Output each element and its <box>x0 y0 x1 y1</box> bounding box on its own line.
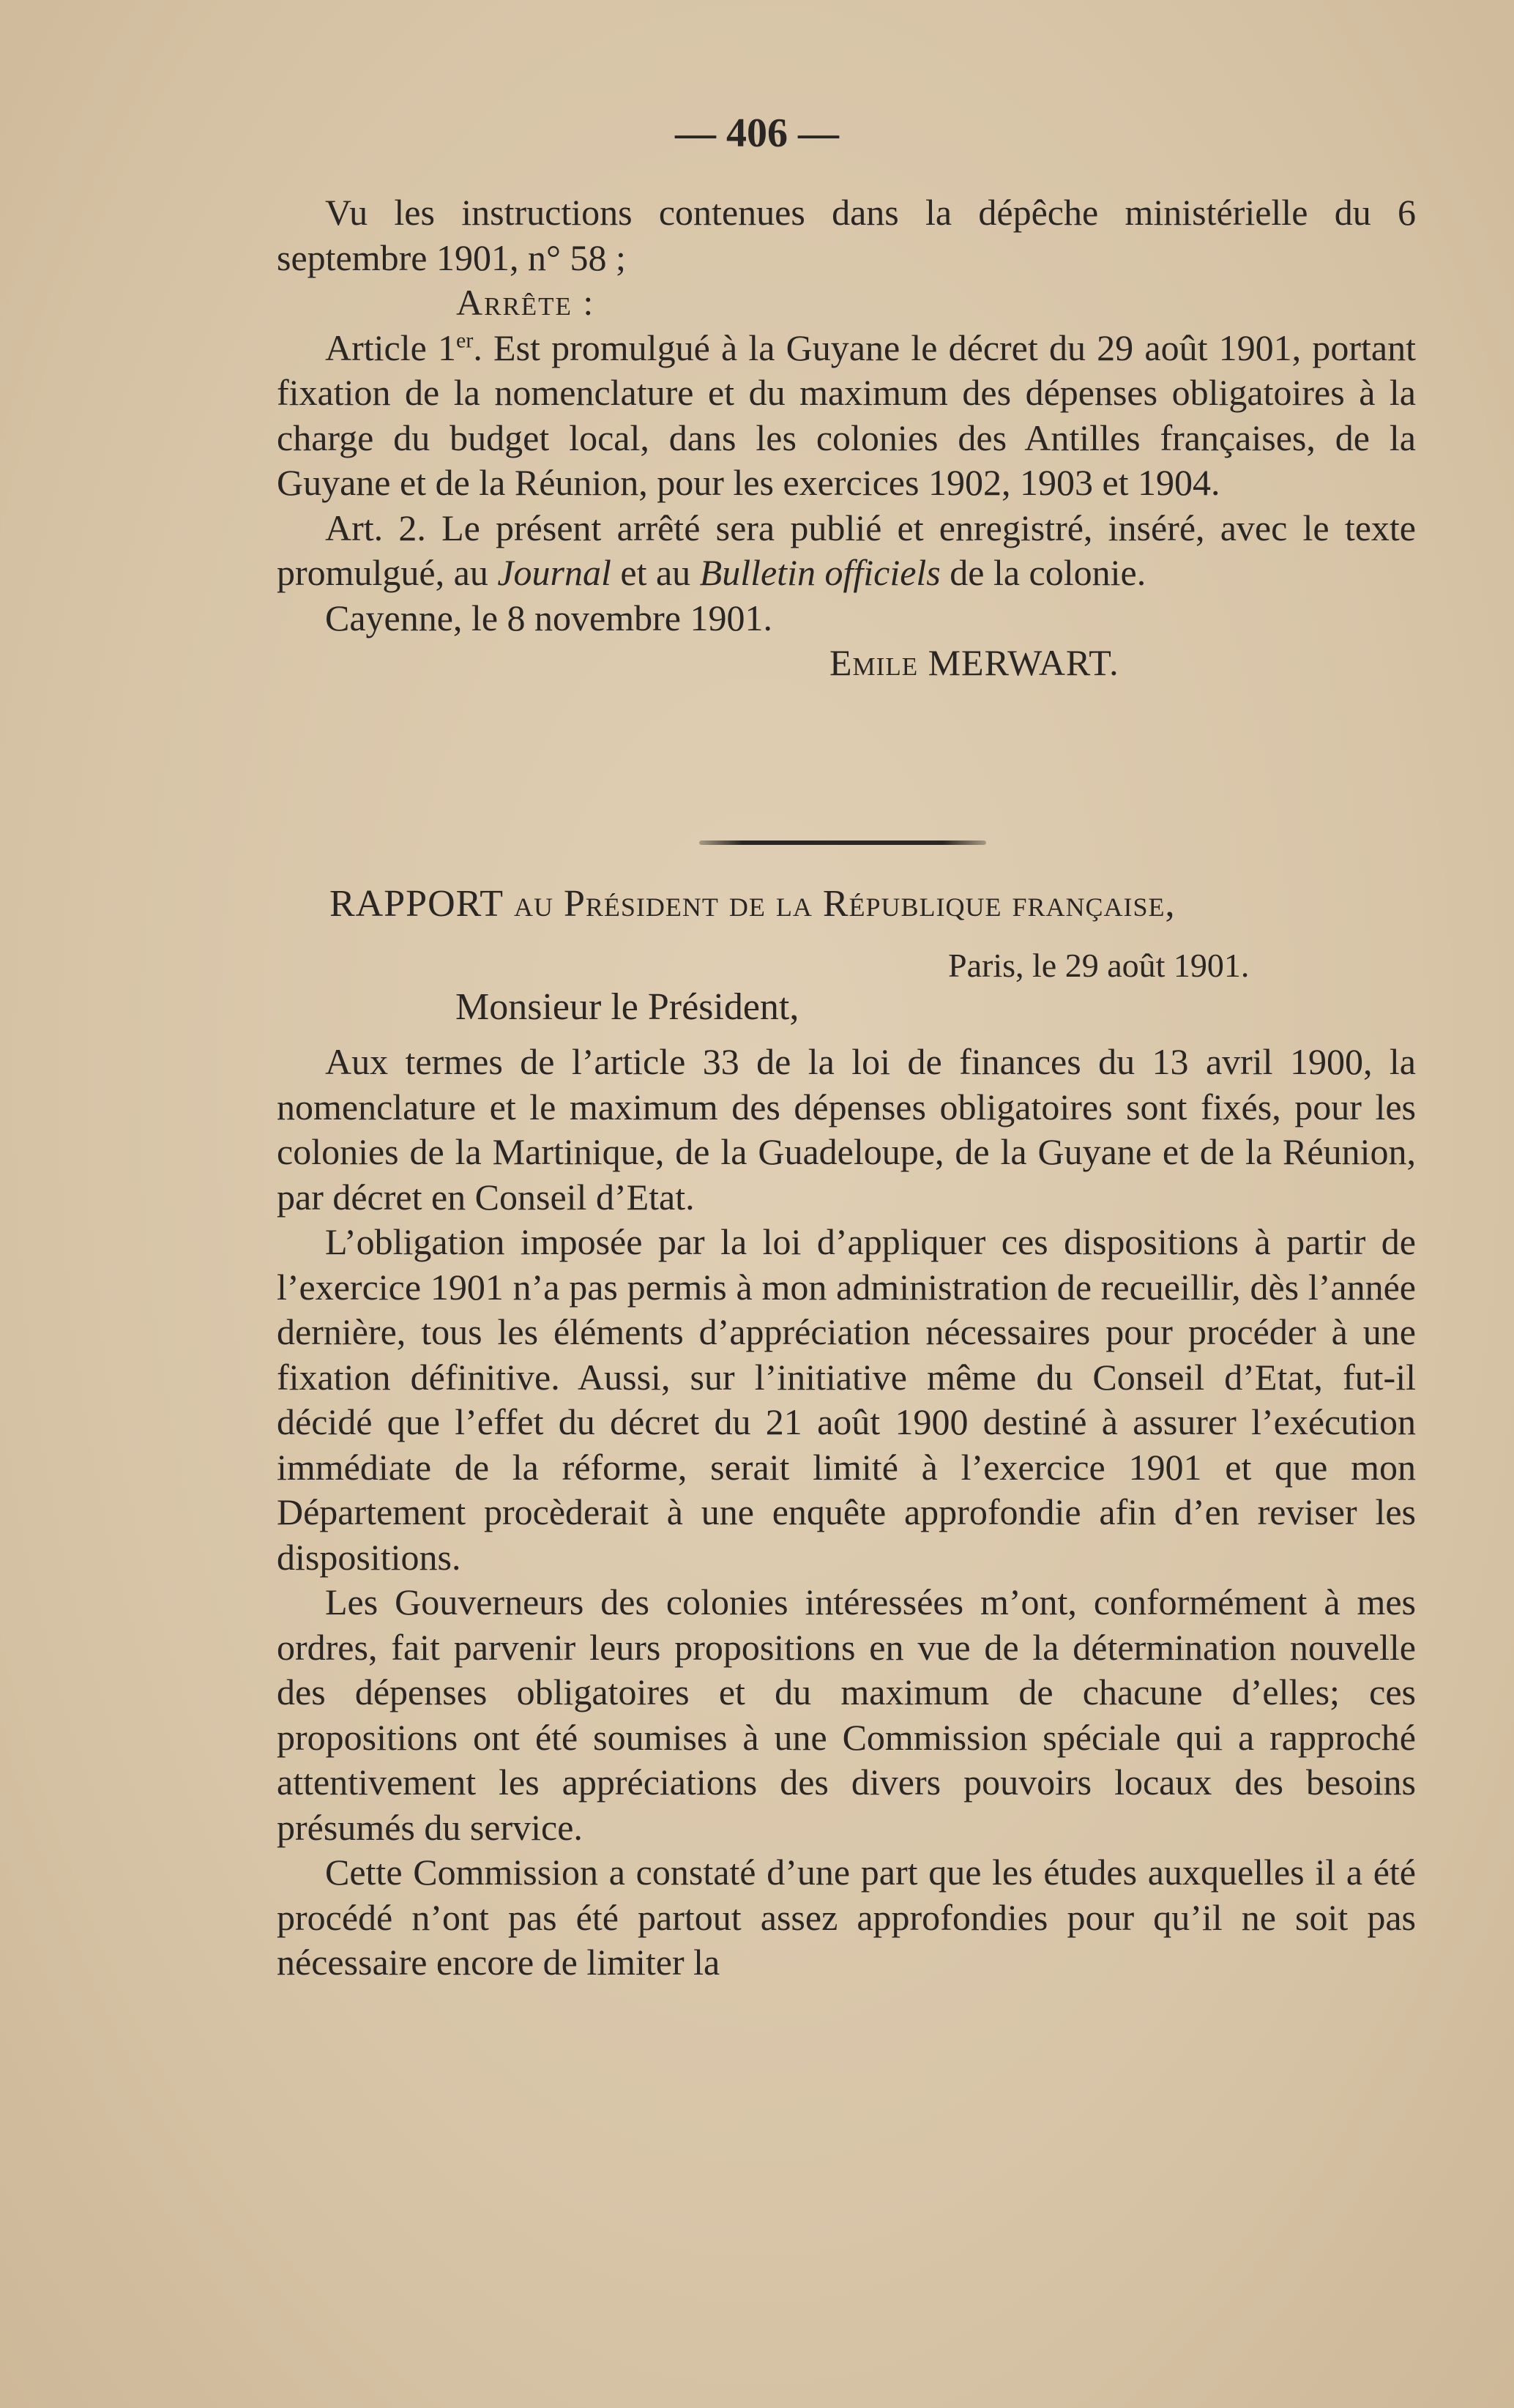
signature-last-name: MERWART. <box>928 642 1119 683</box>
vu-paragraph: Vu les instructions contenues dans la dépêche ministérielle du 6 septembre 1901, n° 58 ; <box>277 192 1416 278</box>
signature <box>277 641 1416 686</box>
article-1-text: . Est promulgué à la Guyane le décret du 29 août 1901, portant fixation de la nomenclature et du maximum des dépenses obligatoires à la charge du budget local, dans les colonies des Antilles françaises, de la Guyane et de la Réunion, pour les exercices 1902, 1903 et 1904. <box>277 327 1416 503</box>
article-1-superscript: er <box>456 327 474 352</box>
rapport-title-main: RAPPORT <box>329 883 504 925</box>
article-2-text-end: de la colonie. <box>940 552 1146 593</box>
article-2-text-middle: et au <box>611 552 700 593</box>
rapport-title <box>329 882 1442 925</box>
rapport-body <box>277 1040 1416 1986</box>
article-2-paragraph <box>277 506 1416 596</box>
rapport-dateline: Paris, le 29 août 1901. <box>948 947 1250 984</box>
arrete-heading: Arrête : <box>456 282 595 323</box>
rapport-paragraph: Cette Commission a constaté d’une part que les études auxquelles il a été procédé n’ont pas été partout assez approfondies pour qu’il ne soit pas nécessaire encore de limiter la <box>277 1852 1416 1983</box>
rapport-salutation: Monsieur le Président, <box>455 986 799 1028</box>
place-date-line: Cayenne, le 8 novembre 1901. <box>325 597 772 638</box>
signature-first-name: Emile <box>829 642 919 683</box>
article-1-paragraph <box>277 326 1416 506</box>
bulletin-title: Bulletin officiels <box>699 552 941 593</box>
article-1-lead: Article 1 <box>325 327 457 368</box>
section-divider-rule <box>699 840 986 845</box>
page-number: — 406 — <box>675 111 839 156</box>
decree-text-block <box>277 190 1416 686</box>
rapport-paragraph: L’obligation imposée par la loi d’appliquer ces dispositions à partir de l’exercice 1901 n’a pas permis à mon administration de recueillir, dès l’année dernière, tous les éléments d’appréciation nécessaires pour procéder à une fixation définitive. Aussi, sur l’initiative même du Conseil d’Etat, fut-il décidé que l’effet du décret du 21 août 1900 destiné à assurer l’exécution immédiate de la réforme, serait limité à l’exercice 1901 et que mon Département procèderait à une enquête approfondie afin d’en reviser les dispositions. <box>277 1221 1416 1578</box>
rapport-paragraph: Les Gouverneurs des colonies intéressées m’ont, conformément à mes ordres, fait parvenir leurs propositions en vue de la détermination nouvelle des dépenses obligatoires et du maximum de chacune d’elles; ces propositions ont été soumises à une Commission spéciale qui a rapproché attentivement les appréciations des divers pouvoirs locaux des besoins présumés du service. <box>277 1581 1416 1848</box>
rapport-title-rest: au Président de la République française, <box>503 883 1176 925</box>
journal-title: Journal <box>497 552 611 593</box>
article-2-text-start: Art. 2. Le présent arrêté sera publié et enregistré, inséré, avec le texte promulgué, au <box>277 507 1416 593</box>
rapport-paragraph: Aux termes de l’article 33 de la loi de finances du 13 avril 1900, la nomenclature et le maximum des dépenses obligatoires sont fixés, pour les colonies de la Martinique, de la Guadeloupe, de la Guyane et de la Réunion, par décret en Conseil d’Etat. <box>277 1041 1416 1218</box>
